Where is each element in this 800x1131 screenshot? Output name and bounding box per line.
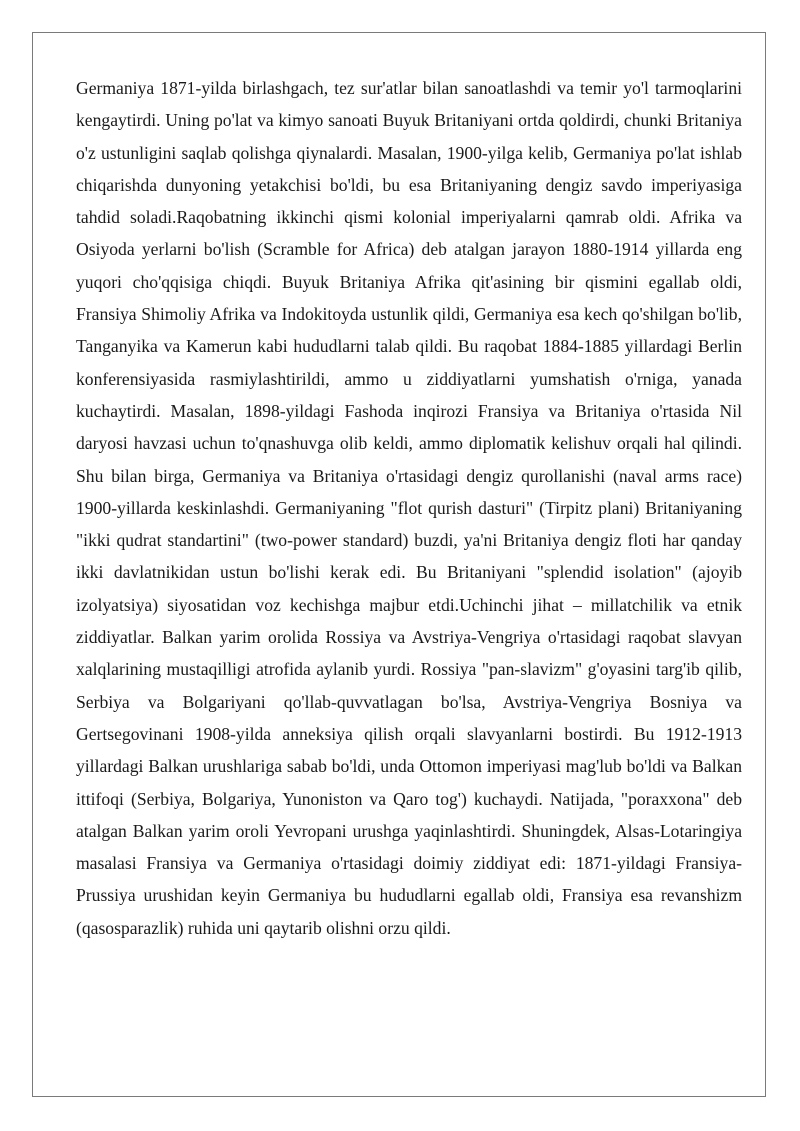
body-paragraph: Germaniya 1871-yilda birlashgach, tez sur'atlar bilan sanoatlashdi va temir yo'l tarmoqlarini kengaytirdi. Uning po'lat va kimyo sanoati Buyuk Britaniyani ortda qoldirdi, chunki Britaniya o'z ustunligini saqlab qolishga qiynalardi. Masalan, 1900-yilga kelib, Germaniya po'lat ishlab chiqarishda dunyoning yetakchisi bo'ldi, bu esa Britaniyaning dengiz savdo imperiyasiga tahdid soladi.Raqobatning ikkinchi qismi kolonial imperiyalarni qamrab oldi. Afrika va Osiyoda yerlarni bo'lish (Scramble for Africa) deb atalgan jarayon 1880-1914 yillarda eng yuqori cho'qqisiga chiqdi. Buyuk Britaniya Afrika qit'asining bir qismini egallab oldi, Fransiya Shimoliy Afrika va Indokitoyda ustunlik qildi, Germaniya esa kech qo'shilgan bo'lib, Tanganyika va Kamerun kabi hududlarni talab qildi. Bu raqobat 1884-1885 yillardagi Berlin konferensiyasida rasmiylashtirildi, ammo u ziddiyatlarni yumshatish o'rniga, yanada kuchaytirdi. Masalan, 1898-yildagi Fashoda inqirozi Fransiya va Britaniya o'rtasida Nil daryosi havzasi uchun to'qnashuvga olib keldi, ammo diplomatik kelishuv orqali hal qilindi. Shu bilan birga, Germaniya va Britaniya o'rtasidagi dengiz qurollanishi (naval arms race) 1900-yillarda keskinlashdi. Germaniyaning "flot qurish dasturi" (Tirpitz plani) Britaniyaning "ikki qudrat standartini" (two-power standard) buzdi, ya'ni Britaniya dengiz floti har qanday ikki davlatnikidan ustun bo'lishi kerak edi. Bu Britaniyani "splendid isolation" (ajoyib izolyatsiya) siyosatidan voz kechishga majbur etdi.Uchinchi jihat – millatchilik va etnik ziddiyatlar. Balkan yarim orolida Rossiya va Avstriya-Vengriya o'rtasidagi raqobat slavyan xalqlarining mustaqilligi atrofida aylanib yurdi. Rossiya "pan-slavizm" g'oyasini targ'ib qilib, Serbiya va Bolgariyani qo'llab-quvvatlagan bo'lsa, Avstriya-Vengriya Bosniya va Gertsegovinani 1908-yilda anneksiya qilish orqali slavyanlarni bostirdi. Bu 1912-1913 yillardagi Balkan urushlariga sabab bo'ldi, unda Ottomon imperiyasi mag'lub bo'ldi va Balkan ittifoqi (Serbiya, Bolgariya, Yunoniston va Qaro tog') kuchaydi. Natijada, "poraxxona" deb atalgan Balkan yarim oroli Yevropani urushga yaqinlashtirdi. Shuningdek, Alsas-Lotaringiya masalasi Fransiya va Germaniya o'rtasidagi doimiy ziddiyat edi: 1871-yildagi Fransiya-Prussiya urushidan keyin Germaniya bu hududlarni egallab oldi, Fransiya esa revanshizm (qasosparazlik) ruhida uni qaytarib olishni orzu qildi. [76,78,742,938]
